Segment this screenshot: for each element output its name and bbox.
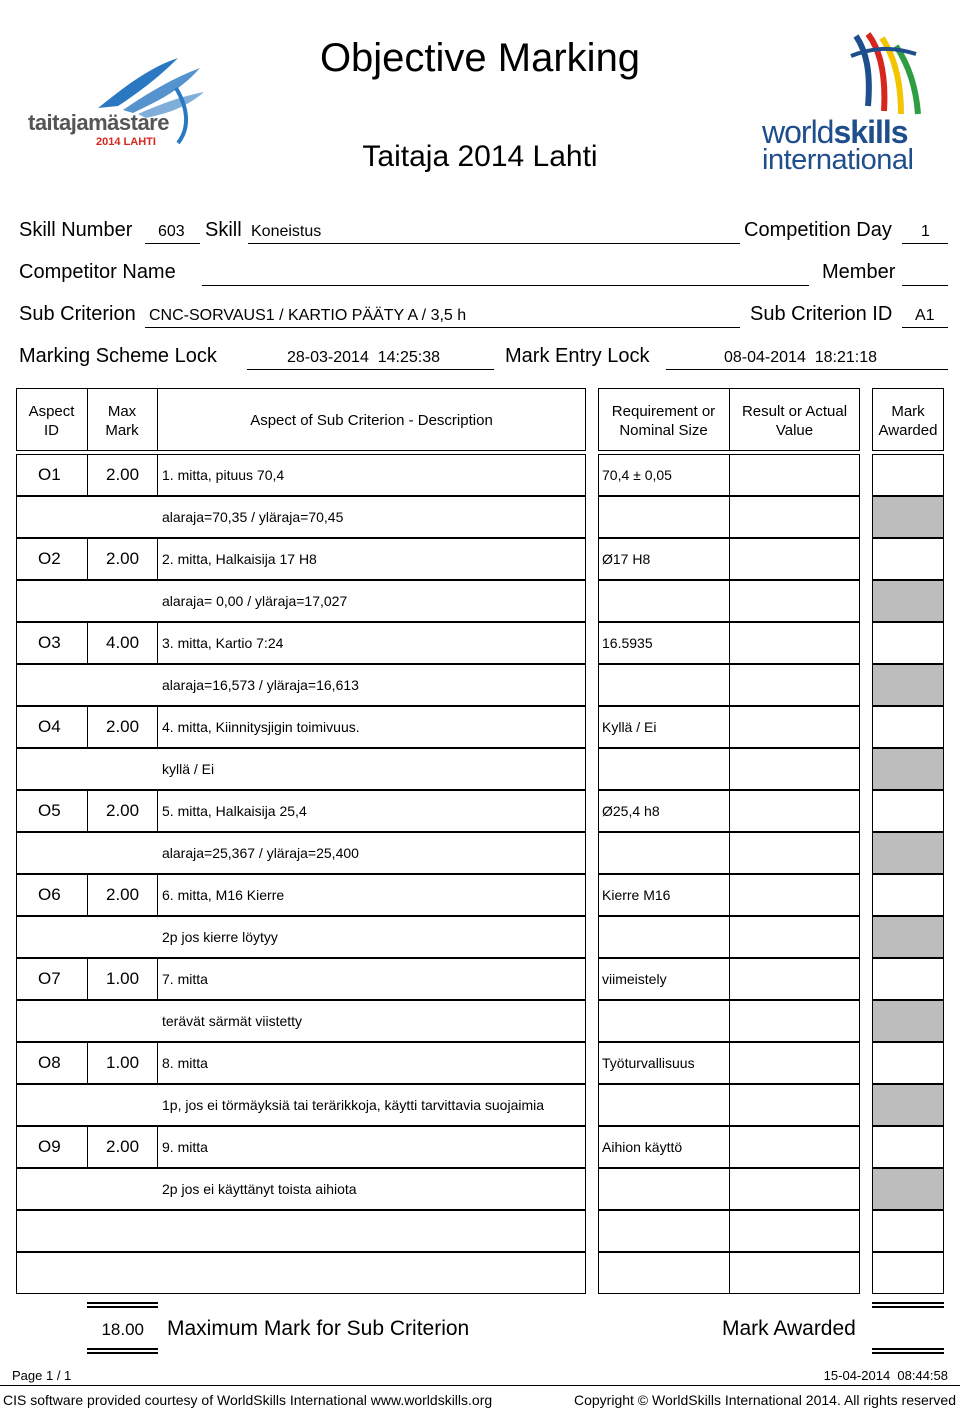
requirement-value: Kierre M16 (602, 887, 671, 903)
marking-scheme-lock-value: 28-03-2014 14:25:38 (287, 349, 441, 366)
row-divider (729, 706, 730, 748)
table-row (16, 874, 586, 916)
aspect-note: alaraja=16,573 / yläraja=16,613 (162, 677, 359, 693)
header-max-mark-line1: Max (107, 403, 137, 420)
aspect-description: 5. mitta, Halkaisija 25,4 (162, 803, 307, 819)
logo-right-world: world (762, 114, 834, 150)
table-note-row (16, 916, 586, 958)
requirement-value: viimeistely (602, 971, 667, 987)
max-mark: 2.00 (106, 717, 140, 736)
table-row (16, 1126, 586, 1168)
mark-awarded-disabled-cell (872, 916, 944, 958)
row-divider (157, 790, 158, 832)
table-note-row (16, 748, 586, 790)
footer-rule (0, 1385, 960, 1386)
table-row (16, 958, 586, 1000)
mark-awarded-input[interactable] (872, 706, 944, 748)
mark-awarded-label: Mark Awarded (722, 1317, 856, 1340)
aspect-id: O3 (38, 633, 61, 652)
row-divider (87, 706, 88, 748)
table-empty-row (16, 1210, 586, 1252)
aspect-description: 2. mitta, Halkaisija 17 H8 (162, 551, 317, 567)
row-divider (729, 916, 730, 958)
row-divider (729, 580, 730, 622)
competition-day-line (902, 243, 948, 244)
header-max-mark-line2: Mark (105, 422, 139, 439)
row-divider (729, 1168, 730, 1210)
max-total-value: 18.00 (101, 1320, 144, 1339)
sub-criterion-id-label: Sub Criterion ID (750, 303, 893, 325)
row-divider (729, 790, 730, 832)
header-aspect-id (16, 402, 87, 440)
requirement-value: Ø17 H8 (602, 551, 651, 567)
aspect-description: 3. mitta, Kartio 7:24 (162, 635, 284, 651)
row-divider (87, 1126, 88, 1168)
row-divider (729, 1042, 730, 1084)
mark-entry-lock-value: 08-04-2014 18:21:18 (724, 349, 878, 366)
mark-entry-lock-label: Mark Entry Lock (505, 345, 650, 367)
mark-awarded-input[interactable] (872, 1126, 944, 1168)
max-total-label: Maximum Mark for Sub Criterion (167, 1317, 470, 1340)
skill-number-value: 603 (158, 223, 185, 240)
aspect-id: O1 (38, 465, 61, 484)
row-divider (87, 622, 88, 664)
table-row (16, 454, 586, 496)
requirement-value: 70,4 ± 0,05 (602, 467, 672, 483)
mark-entry-lock-line (666, 369, 948, 370)
worldskills-logo (756, 26, 936, 176)
skill-number-label: Skill Number (19, 219, 133, 241)
sub-criterion-label: Sub Criterion (19, 303, 136, 325)
competitor-name-line (202, 285, 809, 286)
skill-number-line (145, 243, 200, 244)
row-divider (729, 454, 730, 496)
skill-value: Koneistus (251, 223, 322, 240)
header-aspect-id-line2: ID (44, 422, 59, 439)
aspect-description: 8. mitta (162, 1055, 208, 1071)
aspect-note: terävät särmät viistetty (162, 1013, 303, 1029)
mark-awarded-input[interactable] (872, 874, 944, 916)
row-divider (729, 748, 730, 790)
row-divider (157, 622, 158, 664)
skill-line (248, 243, 740, 244)
sub-criterion-line (145, 327, 740, 328)
header-mark-awarded (872, 402, 944, 440)
aspect-id: O9 (38, 1137, 61, 1156)
max-mark: 2.00 (106, 549, 140, 568)
mark-awarded-input[interactable] (872, 622, 944, 664)
footer-credit: CIS software provided courtesy of WorldSkills International www.worldskills.org (3, 1392, 493, 1408)
aspect-note: alaraja=25,367 / yläraja=25,400 (162, 845, 359, 861)
requirement-value: Työturvallisuus (602, 1055, 695, 1071)
member-line (902, 285, 948, 286)
max-total-top-rule (87, 1302, 158, 1308)
aspect-description: 1. mitta, pituus 70,4 (162, 467, 285, 483)
row-divider (87, 958, 88, 1000)
footer-copyright: Copyright © WorldSkills International 2014. All rights reserved (573, 1392, 956, 1408)
row-divider (729, 1084, 730, 1126)
mark-awarded-input[interactable] (872, 1042, 944, 1084)
mark-awarded-input[interactable] (872, 538, 944, 580)
max-mark: 1.00 (106, 1053, 140, 1072)
row-divider (157, 706, 158, 748)
aspect-note: alaraja=70,35 / yläraja=70,45 (162, 509, 344, 525)
sub-criterion-id-value: A1 (915, 307, 935, 324)
header-max-mark (87, 402, 157, 440)
row-divider (87, 790, 88, 832)
mark-awarded-bottom-rule (872, 1348, 944, 1354)
requirement-value: Aihion käyttö (602, 1139, 683, 1155)
row-divider (157, 1126, 158, 1168)
row-divider (157, 1042, 158, 1084)
row-divider (729, 496, 730, 538)
header-result-line2: Value (775, 422, 814, 439)
aspect-note: 2p jos kierre löytyy (162, 929, 278, 945)
row-divider (157, 874, 158, 916)
max-mark: 1.00 (106, 969, 140, 988)
mark-awarded-empty-cell (872, 1210, 944, 1252)
aspect-note: alaraja= 0,00 / yläraja=17,027 (162, 593, 348, 609)
page-subtitle: Taitaja 2014 Lahti (362, 140, 598, 173)
competitor-name-label: Competitor Name (19, 261, 176, 283)
header-mark-awarded-line1: Mark (891, 403, 925, 420)
page-title: Objective Marking (319, 36, 641, 80)
mark-awarded-disabled-cell (872, 1084, 944, 1126)
aspect-description: 4. mitta, Kiinnitysjigin toimivuus. (162, 719, 360, 735)
row-divider (729, 958, 730, 1000)
max-total-bottom-rule (87, 1348, 158, 1354)
row-divider (87, 454, 88, 496)
page-number: Page 1 / 1 (12, 1368, 72, 1383)
row-divider (729, 1210, 730, 1252)
max-mark: 2.00 (106, 1137, 140, 1156)
requirement-value: 16.5935 (602, 635, 653, 651)
row-divider (87, 538, 88, 580)
competition-day-value: 1 (921, 223, 930, 240)
row-divider (729, 1252, 730, 1294)
aspect-id: O7 (38, 969, 61, 988)
max-mark: 2.00 (106, 465, 140, 484)
aspect-note: 1p, jos ei törmäyksiä tai terärikkoja, käytti tarvittavia suojaimia (162, 1097, 545, 1113)
header-aspect-id-line1: Aspect (28, 403, 75, 420)
row-divider (157, 454, 158, 496)
skill-label: Skill (205, 219, 242, 241)
mark-awarded-input[interactable] (872, 790, 944, 832)
logo-right-subtext: international (762, 144, 914, 176)
sub-criterion-id-line (902, 327, 948, 328)
table-empty-row (16, 1252, 586, 1294)
table-row (16, 1042, 586, 1084)
logo-left-text: taitajamästare (28, 110, 169, 135)
header-description: Aspect of Sub Criterion - Description (250, 412, 493, 429)
row-divider (87, 1042, 88, 1084)
aspect-id: O4 (38, 717, 61, 736)
max-mark: 2.00 (106, 885, 140, 904)
mark-awarded-top-rule (872, 1302, 944, 1308)
mark-awarded-disabled-cell (872, 580, 944, 622)
max-mark: 2.00 (106, 801, 140, 820)
print-timestamp: 15-04-2014 08:44:58 (823, 1368, 948, 1383)
mark-awarded-input[interactable] (872, 958, 944, 1000)
row-divider (729, 538, 730, 580)
requirement-value: Kyllä / Ei (602, 719, 657, 735)
aspect-id: O6 (38, 885, 61, 904)
mark-awarded-disabled-cell (872, 496, 944, 538)
row-divider (87, 874, 88, 916)
max-mark: 4.00 (106, 633, 140, 652)
row-divider (729, 832, 730, 874)
requirement-value: Ø25,4 h8 (602, 803, 660, 819)
mark-awarded-input[interactable] (872, 454, 944, 496)
aspect-description: 9. mitta (162, 1139, 208, 1155)
row-divider (157, 958, 158, 1000)
mark-awarded-disabled-cell (872, 748, 944, 790)
aspect-id: O8 (38, 1053, 61, 1072)
aspect-id: O2 (38, 549, 61, 568)
aspect-note: 2p jos ei käyttänyt toista aihiota (162, 1181, 357, 1197)
mark-awarded-disabled-cell (872, 1000, 944, 1042)
logo-right-skills: skills (833, 114, 908, 150)
competition-day-label: Competition Day (744, 219, 892, 241)
logo-left-subtext: 2014 LAHTI (96, 136, 156, 148)
aspect-description: 6. mitta, M16 Kierre (162, 887, 285, 903)
mark-awarded-disabled-cell (872, 664, 944, 706)
row-divider (729, 1126, 730, 1168)
aspect-note: kyllä / Ei (162, 761, 215, 777)
row-divider (729, 664, 730, 706)
marking-scheme-lock-label: Marking Scheme Lock (19, 345, 217, 367)
row-divider (729, 1000, 730, 1042)
header-requirement-line1: Requirement or (611, 403, 716, 420)
header-result-line1: Result or Actual (741, 403, 848, 420)
mark-awarded-disabled-cell (872, 832, 944, 874)
aspect-id: O5 (38, 801, 61, 820)
row-divider (729, 874, 730, 916)
mark-awarded-empty-cell (872, 1252, 944, 1294)
row-divider (729, 622, 730, 664)
header-mark-awarded-line2: Awarded (878, 422, 938, 439)
aspect-description: 7. mitta (162, 971, 208, 987)
marking-scheme-lock-line (247, 369, 494, 370)
sub-criterion-value: CNC-SORVAUS1 / KARTIO PÄÄTY A / 3,5 h (149, 307, 467, 324)
header-requirement-line2: Nominal Size (619, 422, 708, 439)
row-divider (157, 538, 158, 580)
header-result (729, 402, 860, 440)
header-requirement (598, 402, 729, 440)
mark-awarded-disabled-cell (872, 1168, 944, 1210)
worldskills-ribbon-icon (846, 26, 926, 121)
table-row (16, 622, 586, 664)
member-label: Member (822, 261, 896, 283)
